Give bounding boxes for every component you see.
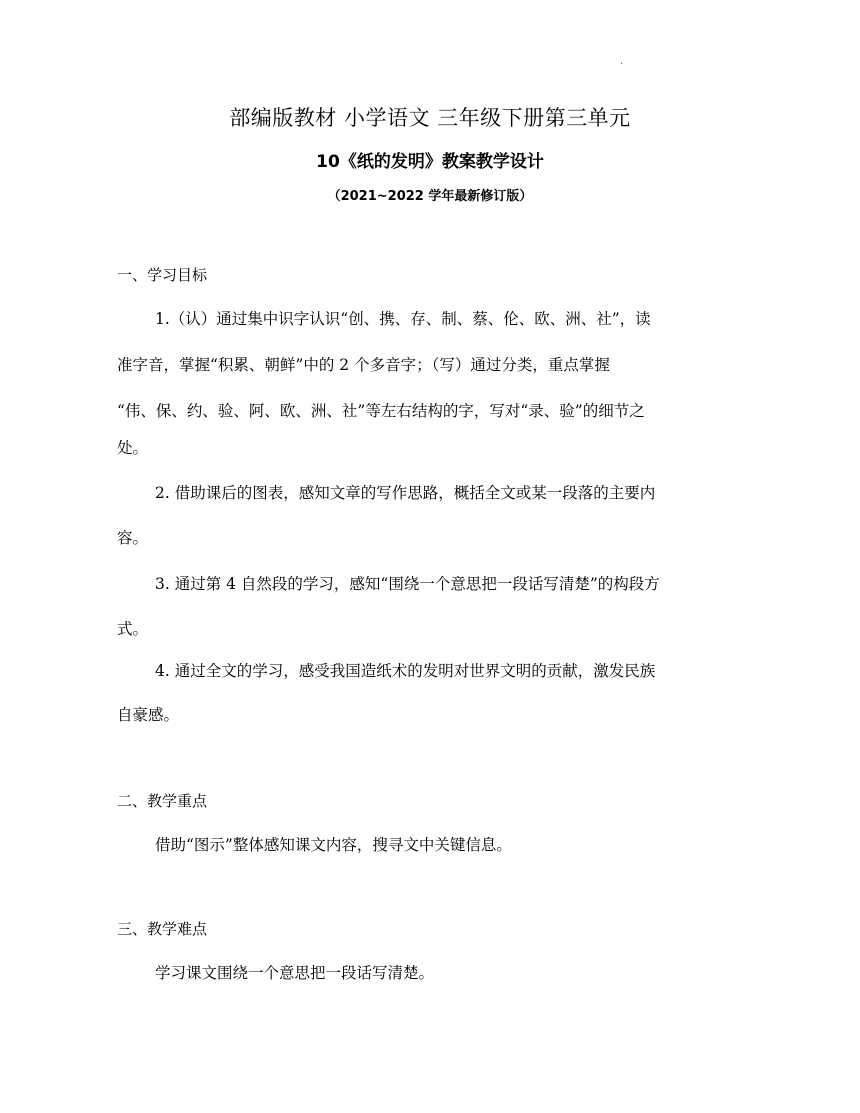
key-points-text: 借助“图示”整体感知课文内容，搜寻文中关键信息。 <box>155 836 512 854</box>
objective-2-line-1: 2. 借助课后的图表，感知文章的写作思路，概括全文或某一段落的主要内 <box>155 484 656 502</box>
objective-1-line-4: 处。 <box>117 439 149 457</box>
difficulties-text: 学习课文围绕一个意思把一段话写清楚。 <box>155 964 435 982</box>
section-heading-key-points: 二、教学重点 <box>117 792 208 810</box>
lesson-title: 10《纸的发明》教案教学设计 <box>316 152 544 172</box>
section-heading-objectives: 一、学习目标 <box>117 266 208 284</box>
objective-1-line-1: 1.（认）通过集中识字认识“创、携、存、制、蔡、伦、欧、洲、社”，读 <box>155 310 651 328</box>
objective-3-line-2: 式。 <box>117 620 149 638</box>
document-title: 部编版教材 小学语文 三年级下册第三单元 <box>229 106 631 130</box>
objective-4-line-2: 自豪感。 <box>117 706 180 724</box>
section-heading-difficulties: 三、教学难点 <box>117 920 208 938</box>
objective-1-line-3: “伟、保、约、验、阿、欧、洲、社”等左右结构的字，写对“录、验”的细节之 <box>117 402 645 420</box>
objective-3-line-1: 3. 通过第 4 自然段的学习，感知“围绕一个意思把一段话写清楚”的构段方 <box>155 575 660 593</box>
objective-2-line-2: 容。 <box>117 529 149 547</box>
edition-note: （2021~2022 学年最新修订版） <box>327 189 533 204</box>
objective-4-line-1: 4. 通过全文的学习，感受我国造纸术的发明对世界文明的贡献，激发民族 <box>155 662 656 680</box>
header-dot: . <box>620 56 624 67</box>
objective-1-line-2: 准字音，掌握“积累、朝鲜”中的 2 个多音字；（写）通过分类，重点掌握 <box>117 356 610 374</box>
